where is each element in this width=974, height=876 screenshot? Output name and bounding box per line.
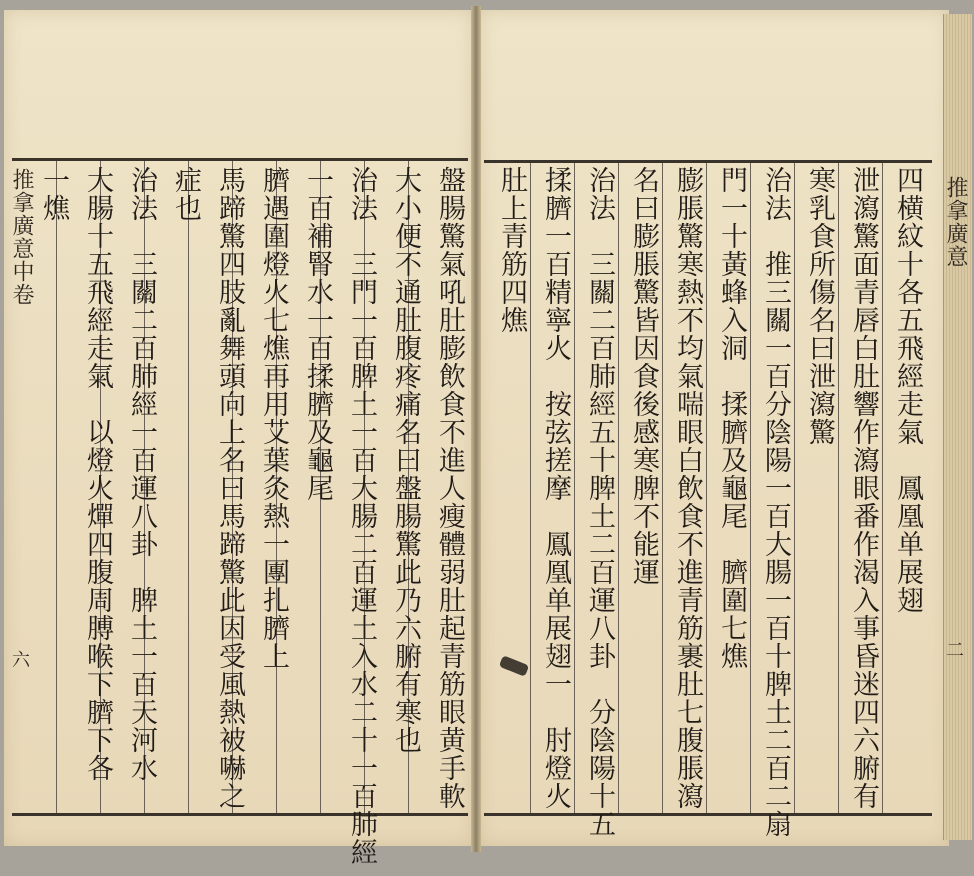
- left-column-4: 一百補腎水一百揉臍及龜尾: [302, 166, 333, 502]
- right-column-3: 寒乳食所傷名曰泄瀉驚: [804, 166, 835, 446]
- right-column-1: 四横紋十各五飛經走氣 鳳凰单展翅: [892, 166, 923, 614]
- left-page-number: 六: [9, 650, 30, 669]
- page-edges: [943, 14, 972, 840]
- left-column-1: 盤腸驚氣吼肚膨飲食不進人瘦體弱肚起青筋眼黄手軟: [434, 166, 465, 810]
- right-column-2: 泄瀉驚面青唇白肚響作瀉眼番作渴入事昏迷四六腑有: [848, 166, 879, 810]
- left-column-9: 大腸十五飛經走氣 以燈火燀四腹周膊喉下臍下各: [82, 166, 113, 782]
- left-column-6: 馬蹄驚四肢亂舞頭向上名曰馬蹄驚此因受風熱被嚇之: [214, 166, 245, 810]
- right-margin-title: 推拿廣意: [943, 176, 968, 268]
- right-page-number: 二: [943, 640, 964, 659]
- left-column-3: 治法 三門一百脾土一百大腸二百運土入水二十一百肺經: [346, 166, 377, 866]
- left-column-10: 一燋: [38, 166, 69, 222]
- right-column-4: 治法 推三關一百分陰陽一百大腸一百十脾土二百二扇: [760, 166, 791, 838]
- left-column-2: 大小便不通肚腹疼痛名曰盤腸驚此乃六腑有寒也: [390, 166, 421, 754]
- left-margin-title: 推拿廣意中卷: [9, 168, 34, 306]
- left-column-8: 治法 三關二百肺經一百運八卦 脾土一百天河水: [126, 166, 157, 782]
- book-gutter: [471, 6, 481, 852]
- right-column-6: 膨脹驚寒熱不均氣喘眼白飲食不進青筋裹肚七腹脹瀉: [672, 166, 703, 810]
- left-column-7: 症也: [170, 166, 201, 222]
- left-column-5: 臍遇圍燈火七燋再用艾葉灸熱一團扎臍上: [258, 166, 289, 670]
- right-column-9: 揉臍一百精寧火 按弦搓摩 鳳凰单展翅一 肘燈火: [540, 166, 571, 810]
- right-column-5: 門一十黃蜂入洞 揉臍及龜尾 臍圍七燋: [716, 166, 747, 670]
- right-column-8: 治法 三關二百肺經五十脾土二百運八卦 分陰陽十五: [584, 166, 615, 838]
- right-column-10: 肚上青筋四燋: [496, 166, 527, 334]
- right-column-7: 名曰膨脹驚皆因食後感寒脾不能運: [628, 166, 659, 586]
